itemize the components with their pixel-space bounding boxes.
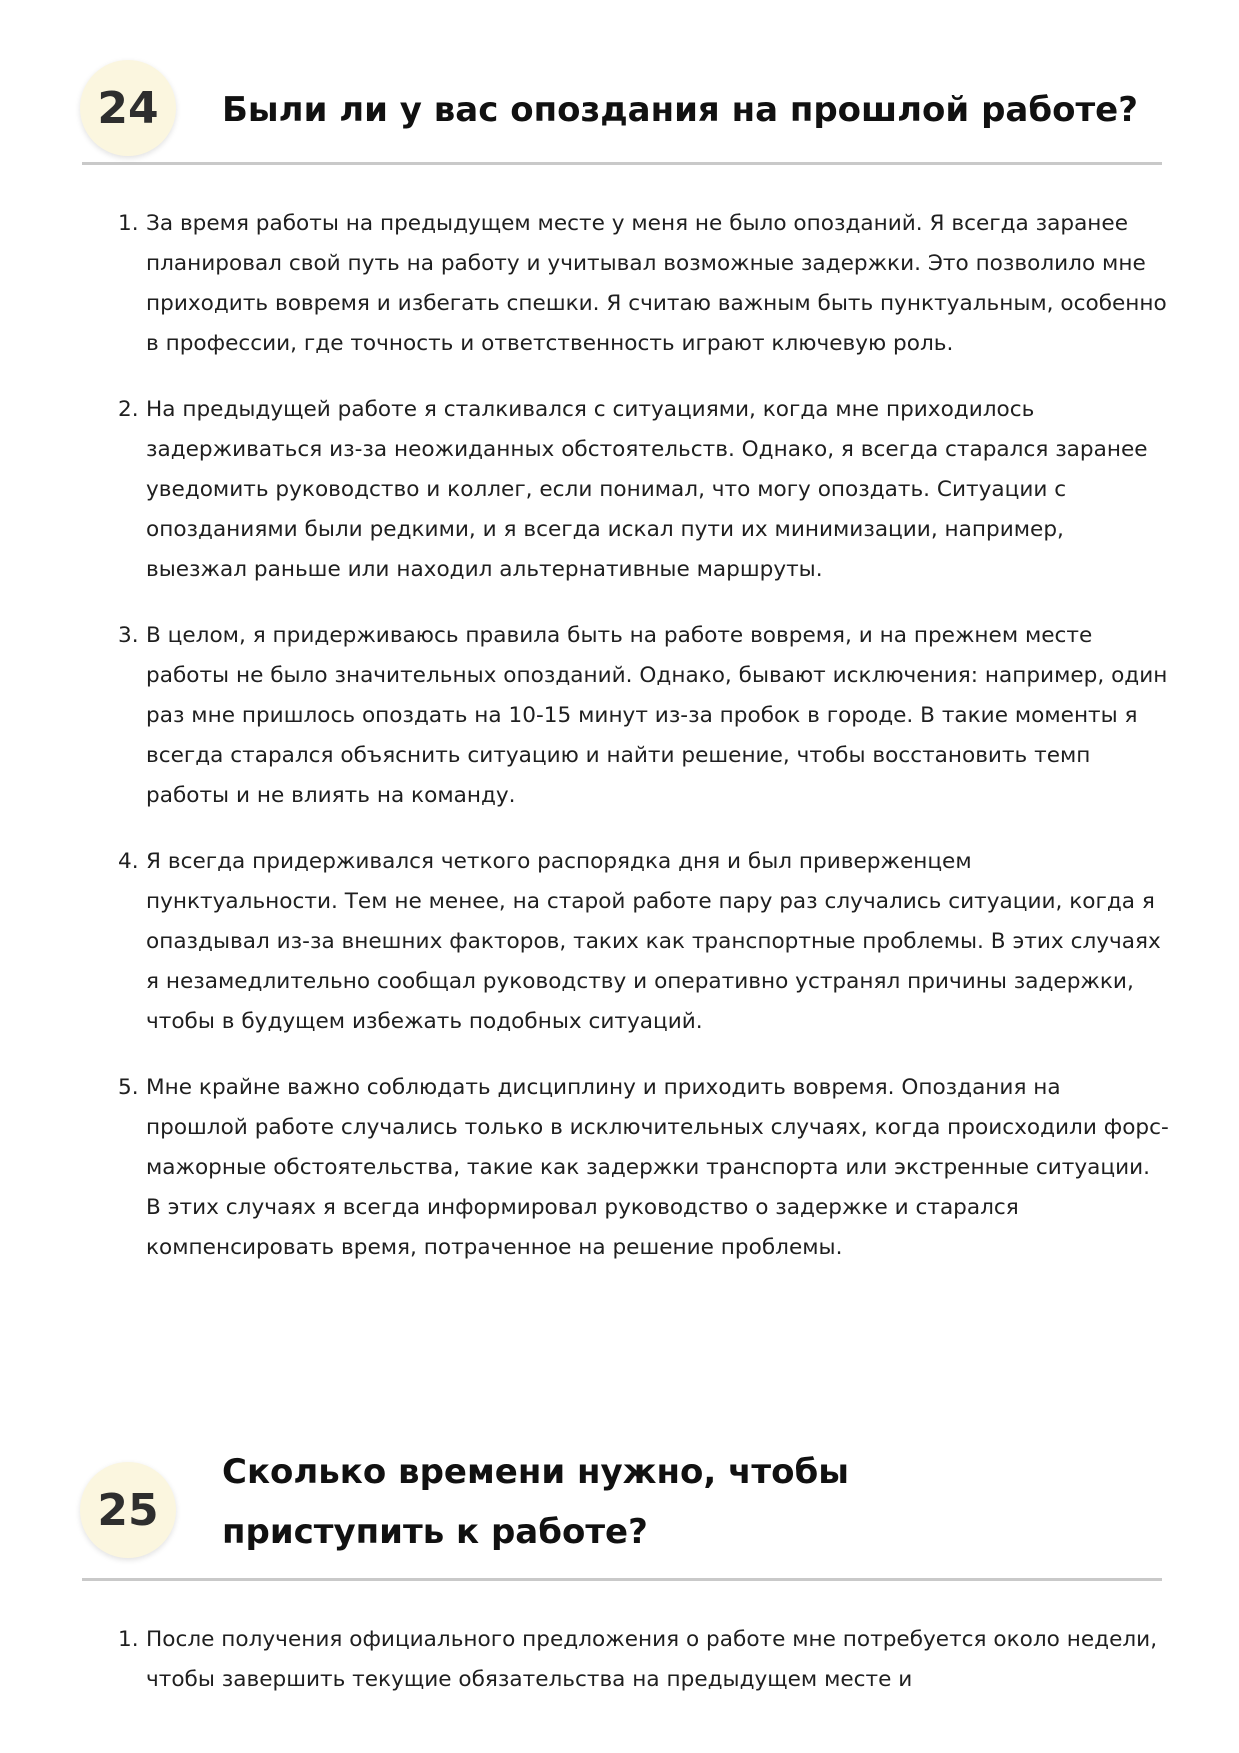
list-item-text: Я всегда придерживался четкого распорядка дня и был приверженцем пунктуальности. Тем не менее, на старой работе пару раз случались ситуации, когда я опаздывал из-за внешних факторов, таких как транспортные проблемы. В этих случаях я незамедлительно сообщал руководству и оперативно устранял причины задержки, чтобы в будущем избежать подобных ситуаций. (146, 849, 1161, 1034)
answer-list (0, 204, 1239, 1294)
list-item-number: 1. (118, 211, 139, 236)
question-title: Сколько времени нужно, чтобы приступить к работе? (222, 1452, 849, 1552)
list-item (0, 842, 1239, 1042)
answer-list (0, 1620, 1239, 1726)
list-item-number: 1. (118, 1627, 139, 1652)
question-header (82, 1440, 1162, 1581)
list-item-text: На предыдущей работе я сталкивался с ситуациями, когда мне приходилось задерживаться из-за неожиданных обстоятельств. Однако, я всегда старался заранее уведомить руководство и коллег, если понимал, что могу опоздать. Ситуации с опозданиями были редкими, и я всегда искал пути их минимизации, например, выезжал раньше или находил альтернативные маршруты. (146, 397, 1148, 582)
question-number: 25 (97, 1484, 159, 1536)
question-header (82, 52, 1162, 165)
question-number-badge (80, 1462, 176, 1558)
list-item (0, 390, 1239, 590)
list-item (0, 204, 1239, 364)
list-item (0, 1068, 1239, 1268)
question-title: Были ли у вас опоздания на прошлой работе? (222, 90, 1138, 130)
list-item-number: 2. (118, 397, 139, 422)
list-item-number: 4. (118, 849, 139, 874)
question-number: 24 (97, 82, 159, 134)
list-item-text: За время работы на предыдущем месте у меня не было опозданий. Я всегда заранее планировал свой путь на работу и учитывал возможные задержки. Это позволило мне приходить вовремя и избегать спешки. Я считаю важным быть пунктуальным, особенно в профессии, где точность и ответственность играют ключевую роль. (146, 211, 1167, 356)
list-item (0, 1620, 1239, 1700)
list-item-text: Мне крайне важно соблюдать дисциплину и приходить вовремя. Опоздания на прошлой работе случались только в исключительных случаях, когда происходили форс-мажорные обстоятельства, такие как задержки транспорта или экстренные ситуации. В этих случаях я всегда информировал руководство о задержке и старался компенсировать время, потраченное на решение проблемы. (146, 1075, 1169, 1260)
list-item-number: 5. (118, 1075, 139, 1100)
question-number-badge (80, 60, 176, 156)
list-item-text: В целом, я придерживаюсь правила быть на работе вовремя, и на прежнем месте работы не было значительных опозданий. Однако, бывают исключения: например, один раз мне пришлось опоздать на 10-15 минут из-за пробок в городе. В такие моменты я всегда старался объяснить ситуацию и найти решение, чтобы восстановить темп работы и не влиять на команду. (146, 623, 1168, 808)
list-item (0, 616, 1239, 816)
list-item-text: После получения официального предложения о работе мне потребуется около недели, чтобы завершить текущие обязательства на предыдущем месте и (146, 1627, 1158, 1692)
list-item-number: 3. (118, 623, 139, 648)
